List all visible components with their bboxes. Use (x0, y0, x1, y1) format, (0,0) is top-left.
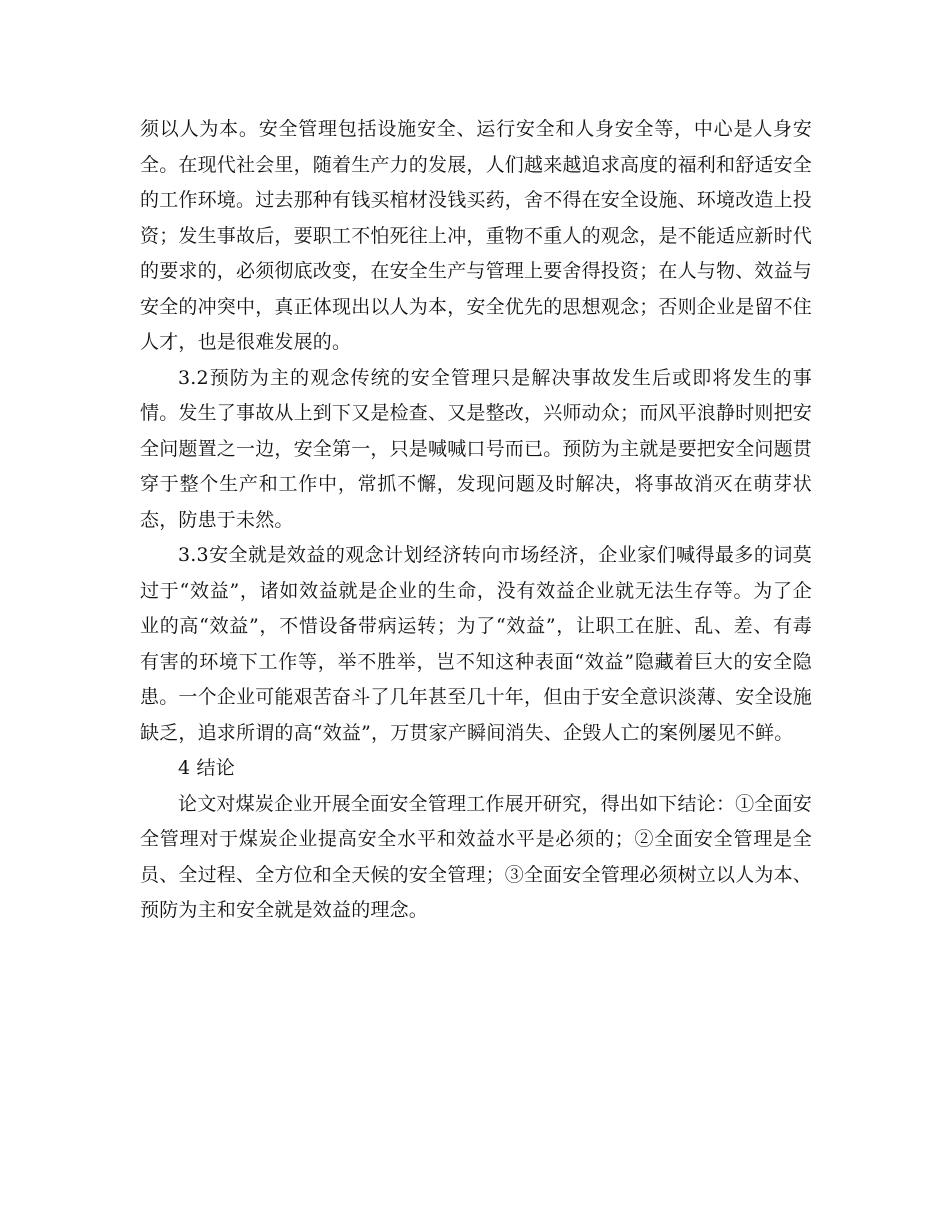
section-heading-conclusion: 4 结论 (178, 757, 235, 779)
paragraph-conclusion: 论文对煤炭企业开展全面安全管理工作展开研究，得出如下结论：①全面安全管理对于煤炭企业提高安全水平和效益水平是必须的；②全面安全管理是全员、全过程、全方位和全天候的安全管理；③全面安全管理必须树立以人为本、预防为主和安全就是效益的理念。 (140, 792, 813, 921)
paragraph-safety-is-benefit: 3.3安全就是效益的观念计划经济转向市场经济，企业家们喊得最多的词莫过于“效益”，诸如效益就是企业的生命，没有效益企业就无法生存等。为了企业的高“效益”，不惜设备带病运转；为了“效益”，让职工在脏、乱、差、有毒有害的环境下工作等，举不胜举，岂不知这种表面“效益”隐藏着巨大的安全隐患。一个企业可能艰苦奋斗了几年甚至几十年，但由于安全意识淡薄、安全设施缺乏，追求所谓的高“效益”，万贯家产瞬间消失、企毁人亡的案例屡见不鲜。 (140, 544, 813, 744)
paragraph-people-oriented: 须以人为本。安全管理包括设施安全、运行安全和人身安全等，中心是人身安全。在现代社会里，随着生产力的发展，人们越来越追求高度的福利和舒适安全的工作环境。过去那种有钱买棺材没钱买药，舍不得在安全设施、环境改造上投资；发生事故后，要职工不怕死往上冲，重物不重人的观念，是不能适应新时代的要求的，必须彻底改变，在安全生产与管理上要舍得投资；在人与物、效益与安全的冲突中，真正体现出以人为本，安全优先的思想观念；否则企业是留不住人才，也是很难发展的。 (140, 118, 813, 353)
paragraph-prevention-first: 3.2预防为主的观念传统的安全管理只是解决事故发生后或即将发生的事情。发生了事故从上到下又是检查、又是整改，兴师动众；而风平浪静时则把安全问题置之一边，安全第一，只是喊喊口号而已。预防为主就是要把安全问题贯穿于整个生产和工作中，常抓不懈，发现问题及时解决，将事故消灭在萌芽状态，防患于未然。 (140, 366, 813, 531)
document-body (140, 112, 812, 929)
